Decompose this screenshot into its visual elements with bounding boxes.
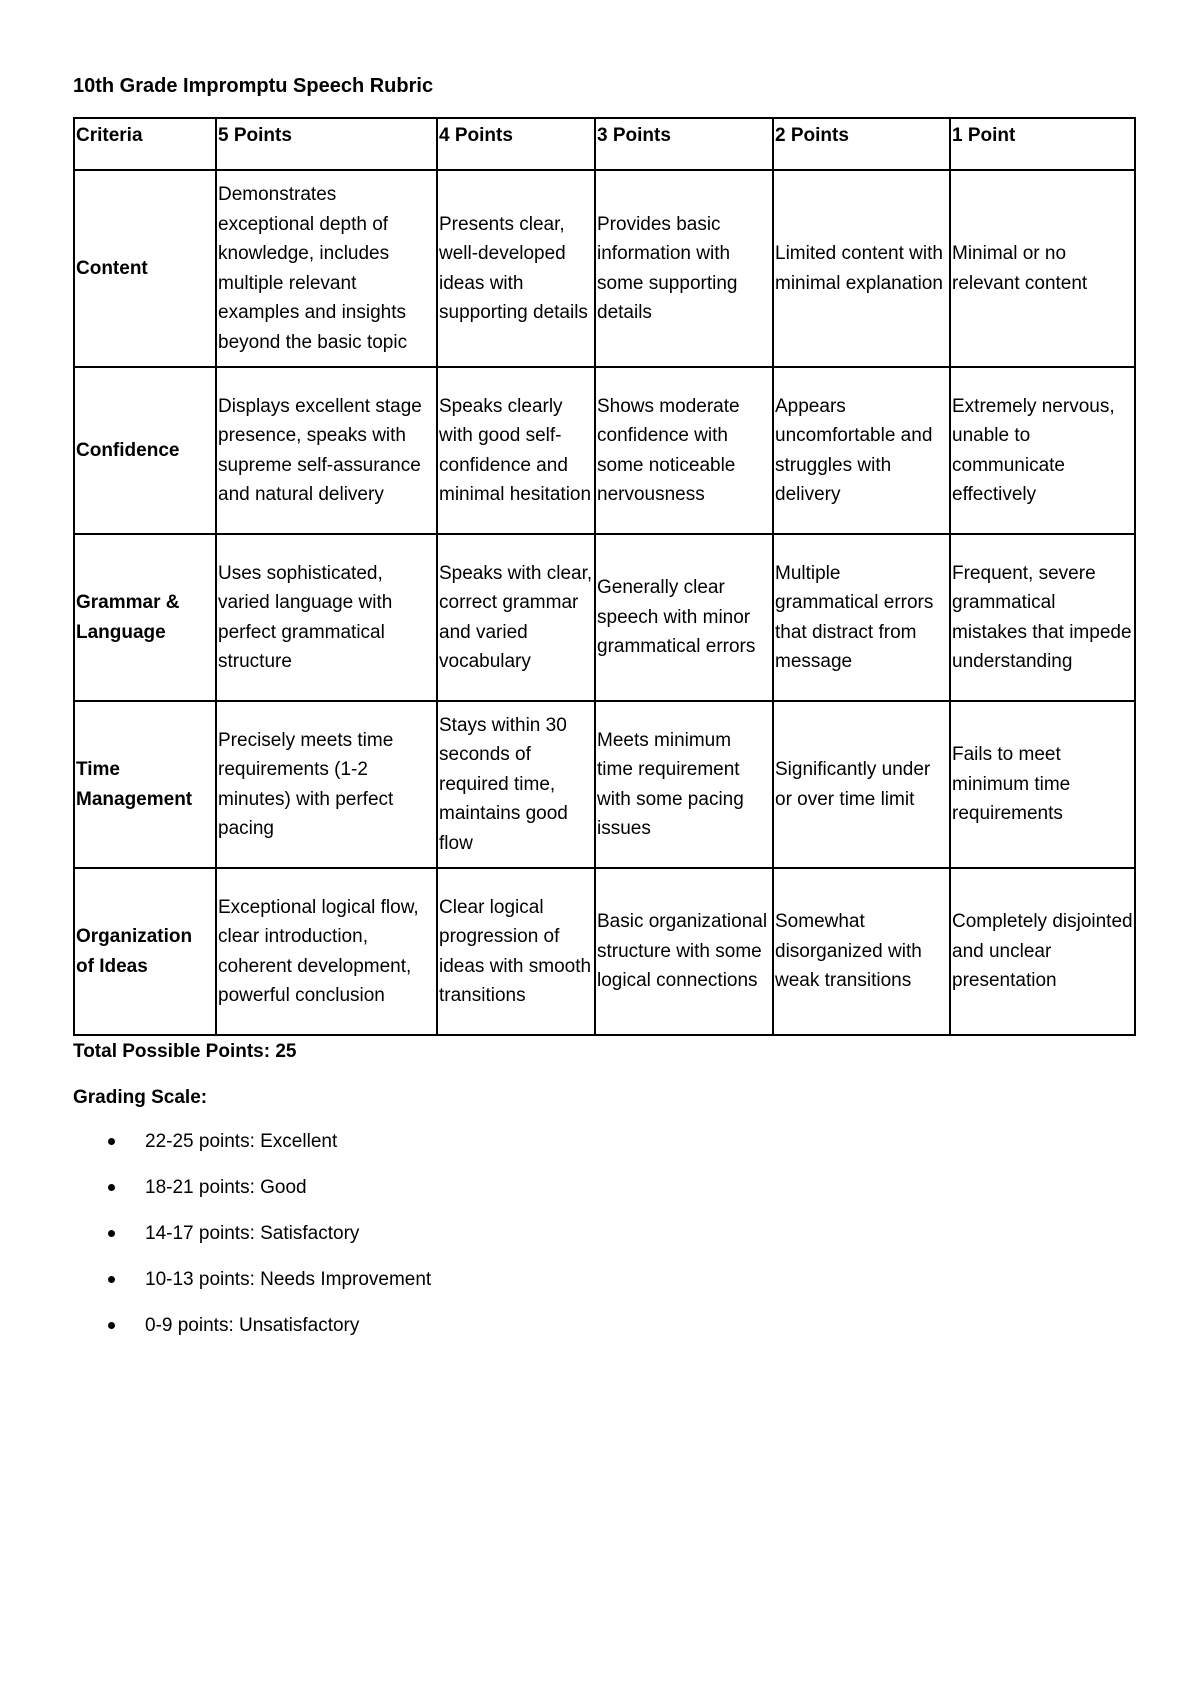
criterion-confidence: Confidence: [74, 367, 216, 534]
table-cell: Presents clear, well-developed ideas with supporting details: [437, 170, 595, 367]
grading-scale-heading: Grading Scale:: [73, 1087, 208, 1108]
table-row: [74, 701, 1135, 868]
grading-scale-item: 0-9 points: Unsatisfactory: [145, 1315, 360, 1336]
table-cell: Meets minimum time requirement with some pacing issues: [595, 701, 773, 868]
table-row: [74, 367, 1135, 534]
table-cell: Speaks with clear, correct grammar and varied vocabulary: [437, 534, 595, 701]
bullet-icon: [108, 1276, 115, 1283]
list-item: [73, 1312, 431, 1358]
table-cell: Exceptional logical flow, clear introduction, coherent development, powerful conclusion: [216, 868, 437, 1035]
table-cell: Significantly under or over time limit: [773, 701, 950, 868]
header-criteria: Criteria: [74, 118, 216, 170]
table-cell: Limited content with minimal explanation: [773, 170, 950, 367]
table-cell: Uses sophisticated, varied language with perfect grammatical structure: [216, 534, 437, 701]
bullet-icon: [108, 1322, 115, 1329]
grading-scale-item: 18-21 points: Good: [145, 1177, 307, 1198]
criterion-time-management: Time Management: [74, 701, 216, 868]
table-row: [74, 868, 1135, 1035]
criterion-content: Content: [74, 170, 216, 367]
table-cell: Speaks clearly with good self-confidence and minimal hesitation: [437, 367, 595, 534]
table-cell: Multiple grammatical errors that distract from message: [773, 534, 950, 701]
list-item: [73, 1220, 431, 1266]
document-title: 10th Grade Impromptu Speech Rubric: [73, 75, 434, 97]
table-cell: Frequent, severe grammatical mistakes that impede understanding: [950, 534, 1135, 701]
list-item: [73, 1128, 431, 1174]
table-cell: Appears uncomfortable and struggles with delivery: [773, 367, 950, 534]
table-cell: Demonstrates exceptional depth of knowledge, includes multiple relevant examples and insights beyond the basic topic: [216, 170, 437, 367]
table-cell: Extremely nervous, unable to communicate effectively: [950, 367, 1135, 534]
bullet-icon: [108, 1138, 115, 1145]
total-possible-points: Total Possible Points: 25: [73, 1041, 297, 1062]
grading-scale-item: 10-13 points: Needs Improvement: [145, 1269, 432, 1290]
table-cell: Displays excellent stage presence, speaks with supreme self-assurance and natural delivery: [216, 367, 437, 534]
table-cell: Clear logical progression of ideas with smooth transitions: [437, 868, 595, 1035]
list-item: [73, 1266, 431, 1312]
criterion-grammar-language: Grammar & Language: [74, 534, 216, 701]
grading-scale-item: 22-25 points: Excellent: [145, 1131, 338, 1152]
table-cell: Minimal or no relevant content: [950, 170, 1135, 367]
table-row: [74, 170, 1135, 367]
table-cell: Precisely meets time requirements (1-2 minutes) with perfect pacing: [216, 701, 437, 868]
table-cell: Somewhat disorganized with weak transitions: [773, 868, 950, 1035]
table-cell: Provides basic information with some supporting details: [595, 170, 773, 367]
list-item: [73, 1174, 431, 1220]
table-cell: Stays within 30 seconds of required time, maintains good flow: [437, 701, 595, 868]
header-5-points: 5 Points: [216, 118, 437, 170]
grading-scale-list: [73, 1128, 431, 1358]
table-cell: Shows moderate confidence with some noticeable nervousness: [595, 367, 773, 534]
header-3-points: 3 Points: [595, 118, 773, 170]
grading-scale-item: 14-17 points: Satisfactory: [145, 1223, 360, 1244]
header-1-point: 1 Point: [950, 118, 1135, 170]
table-cell: Completely disjointed and unclear presentation: [950, 868, 1135, 1035]
table-cell: Fails to meet minimum time requirements: [950, 701, 1135, 868]
table-row: [74, 534, 1135, 701]
bullet-icon: [108, 1230, 115, 1237]
bullet-icon: [108, 1184, 115, 1191]
header-2-points: 2 Points: [773, 118, 950, 170]
table-cell: Basic organizational structure with some logical connections: [595, 868, 773, 1035]
table-header-row: [74, 118, 1135, 170]
rubric-table: [73, 117, 1136, 1036]
header-4-points: 4 Points: [437, 118, 595, 170]
table-cell: Generally clear speech with minor grammatical errors: [595, 534, 773, 701]
criterion-organization-of-ideas: Organization of Ideas: [74, 868, 216, 1035]
